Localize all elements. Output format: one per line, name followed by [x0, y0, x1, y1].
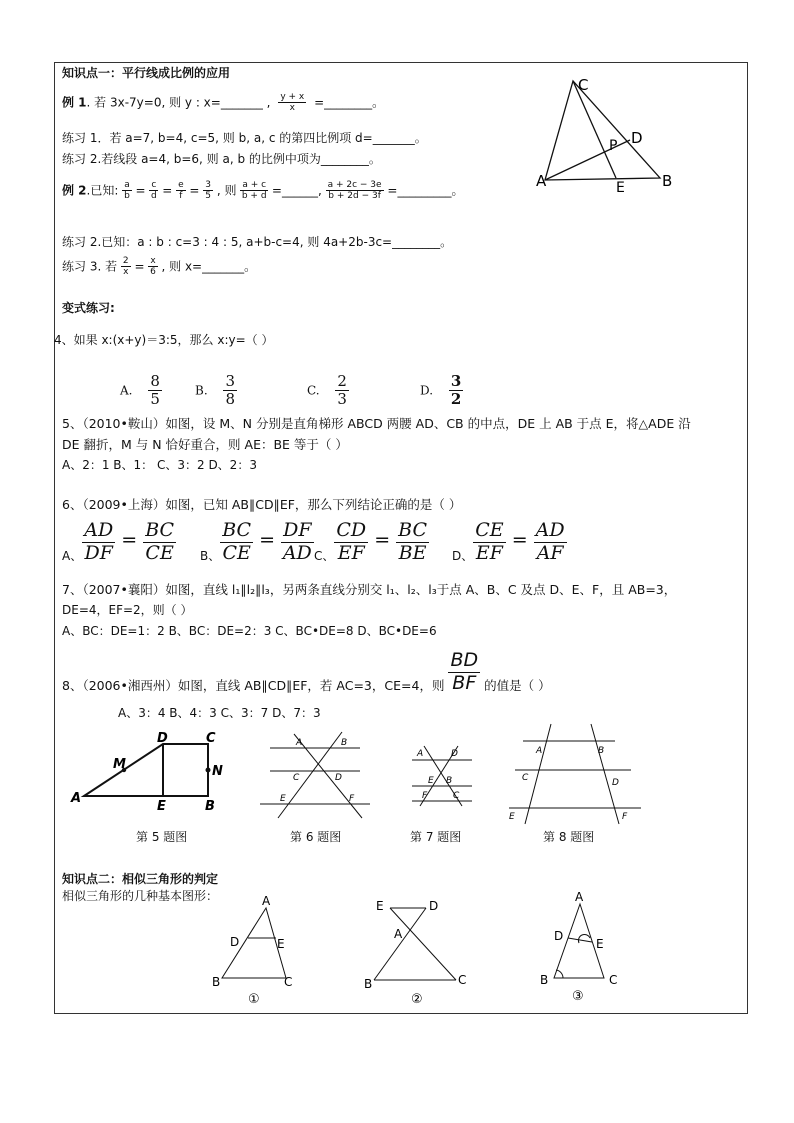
frac-num: BD	[450, 649, 479, 671]
practice-3-tail: , 则 x=_______。	[161, 259, 257, 274]
label: B	[364, 977, 373, 991]
label: B	[205, 799, 215, 814]
frac-num: a + c	[242, 180, 267, 190]
q4-option-d	[420, 373, 463, 409]
right-fraction	[281, 520, 313, 565]
option-fraction	[223, 373, 237, 409]
label: A	[296, 738, 303, 748]
label: D	[157, 731, 168, 746]
option-letter: C、	[314, 548, 335, 563]
similar-triangles-figure-3	[530, 886, 630, 1002]
frac-num: BC	[222, 519, 252, 541]
option-letter: A.	[120, 383, 133, 398]
label: B	[598, 746, 605, 756]
question-7-line-1: 7、（2007•襄阳）如图，直线 l₁∥l₂∥l₃，另两条直线分别交 l₁、l₂、l₃于点 A、B、C 及点 D、E、F，且 AB=3，	[62, 582, 677, 597]
question-5-line-2: DE 翻折，M 与 N 恰好重合，则 AE：BE 等于（ ）	[62, 437, 348, 452]
frac-den: f	[179, 191, 183, 202]
frac-den: 3	[337, 390, 347, 409]
practice-1: 练习 1．若 a=7, b=4, c=5, 则 b, a, c 的第四比例项 d=_______。	[62, 131, 427, 145]
question-5-options: A、2：1 B、1： C、3：2 D、2：3	[62, 458, 257, 472]
frac-num: AD	[535, 519, 565, 541]
variants-title: 变式练习:	[62, 301, 115, 315]
option-letter: A、	[62, 548, 83, 563]
right-fraction	[143, 520, 176, 565]
frac-num: 3	[205, 180, 212, 190]
triangle-abc	[545, 81, 660, 180]
label: B	[212, 975, 221, 989]
label: B	[446, 776, 453, 786]
label: A	[536, 746, 543, 756]
figure-5	[66, 730, 236, 815]
practice-2: 练习 2.若线段 a=4, b=6, 则 a, b 的比例中项为________。	[62, 152, 381, 166]
frac-num: DF	[283, 519, 312, 541]
frac-num: a + 2c − 3e	[327, 180, 382, 190]
label: D	[451, 749, 458, 759]
frac-den: 8	[225, 390, 236, 409]
section2-subtitle: 相似三角形的几种基本图形：	[62, 889, 219, 903]
angle-mark-b	[556, 970, 563, 978]
frac-den: 6	[150, 267, 156, 278]
fraction-2-x	[121, 256, 131, 278]
frac-num: 3	[450, 372, 462, 390]
q4-option-a	[120, 373, 162, 409]
frac-den: AD	[282, 541, 312, 564]
label: B	[540, 973, 549, 987]
example-2-label: 例 2	[62, 183, 87, 198]
left-fraction	[334, 520, 368, 565]
q6-option-c: C、 $\frac{CD}{EF}$ = $\frac{BC}{BE}$	[314, 519, 428, 564]
label: P	[609, 138, 618, 154]
label: B	[662, 172, 673, 190]
trapezoid-abcd	[84, 744, 208, 796]
practice-2b: 练习 2.已知：a : b : c=3 : 4 : 5, a+b-c=4, 则 4a+2b-3c=________。	[62, 235, 453, 249]
example-1-text: . 若 3x-7y=0, 则 y : x=_______ ,	[86, 95, 271, 110]
example-2-blank-1: =______,	[271, 183, 322, 198]
label: F	[422, 791, 428, 801]
frac-den: 2	[450, 390, 462, 409]
top-triangle-figure	[530, 68, 690, 196]
example-2-mid: , 则	[216, 183, 237, 198]
frac-den: AF	[536, 541, 564, 564]
question-8-post: 的值是（ ）	[484, 677, 551, 693]
practice-3-prefix: 练习 3. 若	[62, 259, 118, 274]
label: D	[631, 129, 643, 147]
option-letter: B.	[195, 383, 208, 398]
transversal-2	[278, 732, 342, 818]
frac-den: 5	[205, 191, 212, 202]
label: D	[230, 935, 240, 949]
fraction-combination	[326, 180, 384, 202]
left-fraction	[220, 520, 253, 565]
frac-num: BC	[145, 519, 175, 541]
question-8-pre: 8、（2006•湘西州）如图，直线 AB∥CD∥EF，若 AC=3，CE=4，则	[62, 677, 445, 693]
label: A	[417, 749, 424, 759]
figure-7	[408, 738, 478, 808]
question-7-line-2: DE=4，EF=2，则（ ）	[62, 603, 193, 617]
frac-num: CD	[336, 519, 367, 541]
label: D	[554, 929, 564, 943]
frac-den: b + 2d − 3f	[328, 191, 381, 202]
frac-den: CE	[145, 541, 174, 564]
label: E	[509, 812, 515, 822]
similar-triangles-figure-2	[360, 890, 476, 1006]
left-fraction	[82, 520, 115, 565]
practice-3: 练习 3. 若 $\frac{2}{x}$ = $\frac{x}{6}$ , 则 x=_______。	[62, 256, 257, 278]
label: C	[206, 731, 216, 746]
frac-num: x	[150, 256, 156, 266]
label: C	[284, 975, 293, 989]
frac-num: 8	[150, 372, 160, 390]
label: C	[453, 791, 460, 801]
label: D	[429, 899, 439, 913]
caption-figure-5: 第 5 题图	[136, 830, 188, 844]
question-8-options: A、3：4 B、4：3 C、3：7 D、7：3	[118, 706, 321, 720]
option-letter: C.	[307, 383, 320, 398]
frac-den: d	[151, 191, 157, 202]
label: N	[212, 764, 223, 779]
option-fraction	[335, 373, 349, 409]
frac-den: DF	[84, 541, 113, 564]
fraction-x-6	[148, 256, 157, 278]
transversal-2	[591, 724, 619, 824]
example-1	[62, 92, 384, 114]
frac-den: BF	[452, 671, 477, 694]
frac-num: 3	[225, 372, 236, 390]
frac-den: b	[124, 191, 130, 202]
fraction-3-5	[203, 180, 213, 202]
q6-option-b: B、 $\frac{BC}{CE}$ = $\frac{DF}{AD}$	[200, 519, 312, 564]
frac-num: AD	[84, 519, 114, 541]
frac-num: CE	[475, 519, 504, 541]
figure-number: ①	[248, 992, 260, 1006]
label: C	[609, 973, 618, 987]
frac-num: c	[151, 180, 157, 190]
example-1-fraction	[278, 92, 306, 114]
label: E	[277, 937, 285, 951]
question-6-stem: 6、（2009•上海）如图，已知 AB∥CD∥EF，那么下列结论正确的是（ ）	[62, 497, 462, 512]
label: A	[394, 927, 403, 941]
point-n	[206, 768, 211, 773]
frac-num: 2	[337, 372, 347, 390]
similar-triangles-figure-1	[206, 890, 308, 1006]
example-2-text: .已知:	[86, 183, 119, 198]
label: F	[349, 794, 355, 804]
option-letter: D、	[452, 548, 474, 563]
label: A	[262, 894, 271, 908]
label: E	[157, 799, 166, 814]
option-letter: B、	[200, 548, 221, 563]
figure-6	[256, 724, 374, 822]
label: A	[575, 890, 584, 904]
figure-number: ②	[411, 992, 423, 1006]
label: E	[596, 937, 604, 951]
frac-den: x	[289, 103, 295, 114]
example-2-blank-2: =_________。	[387, 183, 464, 198]
section2-title: 知识点二：相似三角形的判定	[62, 872, 219, 886]
frac-den: x	[123, 267, 129, 278]
q4-option-b	[195, 373, 237, 409]
example-2: 例 2.已知: $\frac{a}{b}$ = $\frac{c}{d}$ = $\frac{e}{f}$ = $\frac{3}{5}$ , 则 $\frac{a + c}{b + d}$ =______, $\frac{a + 2c - 3e}{b + 2d - 3f}$ =_________。	[62, 180, 464, 202]
option-fraction	[449, 373, 463, 409]
fraction-c-d	[149, 180, 158, 202]
question-8-stem	[62, 650, 551, 695]
question-5-line-1: 5、（2010•鞍山）如图，设 M、N 分别是直角梯形 ABCD 两腰 AD、CB 的中点，DE 上 AB 于点 E，将△ADE 沿	[62, 416, 691, 431]
q6-option-a: A、 $\frac{AD}{DF}$ = $\frac{BC}{CE}$	[62, 519, 175, 564]
label: E	[616, 180, 625, 196]
frac-den: CE	[222, 541, 251, 564]
section1-title: 知识点一：平行线成比例的应用	[62, 66, 231, 80]
question-7-options: A、BC：DE=1：2 B、BC：DE=2：3 C、BC•DE=8 D、BC•DE=6	[62, 624, 437, 638]
example-1-tail: =________。	[314, 95, 385, 110]
label: A	[536, 172, 547, 190]
caption-figure-8: 第 8 题图	[543, 830, 595, 844]
figure-number: ③	[572, 989, 584, 1002]
right-fraction	[396, 520, 429, 565]
fraction-e-f	[176, 180, 186, 202]
q6-option-d: D、 $\frac{CE}{EF}$ = $\frac{AD}{AF}$	[452, 519, 565, 564]
frac-den: b + d	[241, 191, 267, 202]
label: B	[341, 738, 348, 748]
frac-num: a	[124, 180, 130, 190]
option-fraction	[148, 373, 162, 409]
label: D	[612, 778, 619, 788]
label: E	[376, 899, 384, 913]
question-8-fraction	[448, 650, 480, 695]
right-fraction	[534, 520, 567, 565]
transversal-1	[294, 734, 362, 818]
label: C	[458, 973, 467, 987]
caption-figure-7: 第 7 题图	[410, 830, 462, 844]
frac-den: EF	[337, 541, 365, 564]
frac-den: EF	[475, 541, 503, 564]
segment-de	[568, 938, 592, 942]
figure-8	[505, 722, 645, 826]
question-4-stem: 4、如果 x:(x+y)＝3:5，那么 x:y=（ ）	[54, 333, 274, 347]
frac-num: 2	[122, 256, 129, 266]
frac-num: y + x	[280, 92, 305, 102]
frac-den: 5	[150, 390, 160, 409]
frac-num: e	[178, 180, 184, 190]
caption-figure-6: 第 6 题图	[290, 830, 342, 844]
label: F	[622, 812, 628, 822]
label: M	[113, 757, 126, 772]
q4-option-c	[307, 373, 349, 409]
frac-den: BE	[398, 541, 427, 564]
label: C	[578, 76, 589, 94]
label: A	[71, 791, 82, 806]
label: C	[522, 773, 529, 783]
option-letter: D.	[420, 383, 434, 398]
label: D	[335, 773, 342, 783]
fraction-sum	[240, 180, 268, 202]
fraction-a-b	[122, 180, 132, 202]
label: C	[293, 773, 300, 783]
transversal-1	[525, 724, 551, 824]
example-1-label: 例 1	[62, 95, 87, 110]
label: E	[428, 776, 434, 786]
frac-num: BC	[398, 519, 428, 541]
left-fraction	[473, 520, 505, 565]
label: E	[280, 794, 286, 804]
